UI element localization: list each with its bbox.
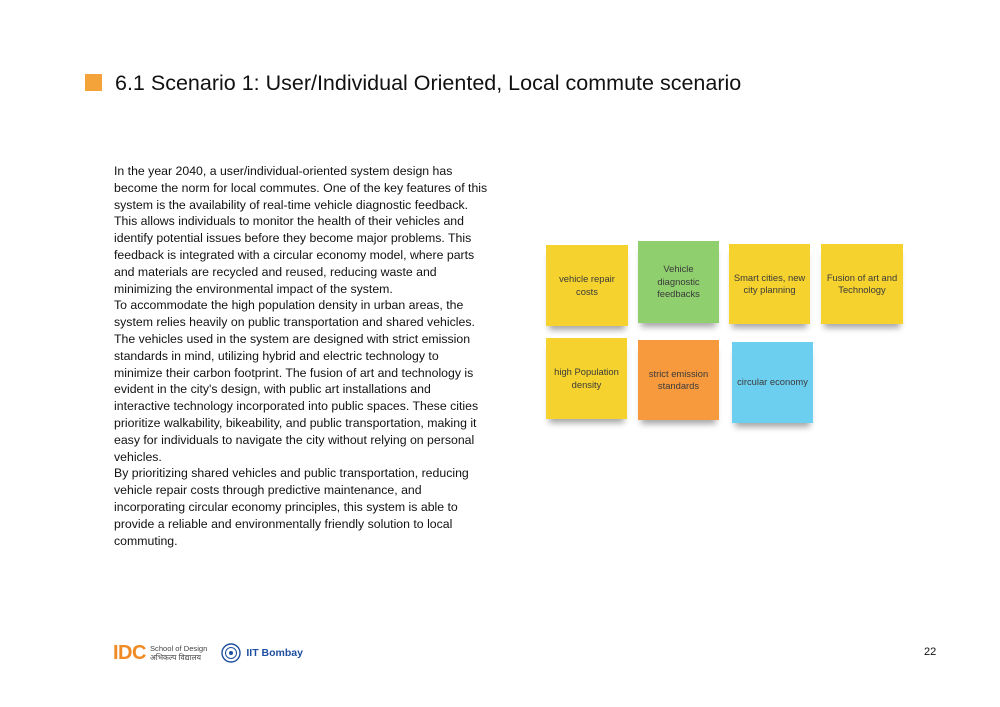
body-paragraph: To accommodate the high population density in urban areas, the system relies heavily on public transportation and shared vehicles. The vehicles used in the system are designed with strict emission standards in mind, utilizing hybrid and electric technology to minimize their carbon footprint. The fusion of art and technology is evident in the city's design, with public art installations and interactive technology incorporated into public spaces. These cities prioritize walkability, bikeability, and public transportation, making it easy for individuals to navigate the city without relying on personal vehicles. bbox=[114, 298, 479, 464]
body-text bbox=[114, 163, 489, 549]
page-title: 6.1 Scenario 1: User/Individual Oriented, Local commute scenario bbox=[115, 71, 742, 95]
sticky-note: Smart cities, new city planning bbox=[729, 244, 810, 324]
sticky-note: Vehicle diagnostic feedbacks bbox=[638, 241, 719, 323]
title-marker bbox=[85, 74, 102, 91]
idc-logo-line: अभिकल्प विद्यालय bbox=[149, 653, 202, 662]
idc-logo-text bbox=[150, 644, 207, 662]
idc-logo-mark: IDC bbox=[113, 642, 146, 664]
sticky-note: circular economy bbox=[732, 342, 813, 423]
body-paragraph: In the year 2040, a user/individual-oriented system design has become the norm for local commutes. One of the key features of this system is the availability of real-time vehicle diagnostic feedback. This allows individuals to monitor the health of their vehicles and identify potential issues before they become major problems. This feedback is integrated with a circular economy model, where parts and materials are recycled and reused, reducing waste and minimizing the environmental impact of the system. bbox=[114, 164, 488, 296]
sticky-note: strict emission standards bbox=[638, 340, 719, 420]
iit-emblem-icon bbox=[221, 642, 241, 664]
footer-logo bbox=[113, 640, 303, 666]
sticky-note: vehicle repair costs bbox=[546, 245, 628, 326]
sticky-note: Fusion of art and Technology bbox=[821, 244, 903, 324]
page-number: 22 bbox=[924, 646, 937, 658]
idc-logo-line: School of Design bbox=[149, 644, 208, 653]
body-paragraph: By prioritizing shared vehicles and public transportation, reducing vehicle repair costs through predictive maintenance, and incorporating circular economy principles, this system is able to provide a reliable and environmentally friendly solution to local commuting. bbox=[114, 466, 469, 548]
sticky-note: high Population density bbox=[546, 338, 627, 419]
iit-bombay-label: IIT Bombay bbox=[246, 647, 303, 659]
